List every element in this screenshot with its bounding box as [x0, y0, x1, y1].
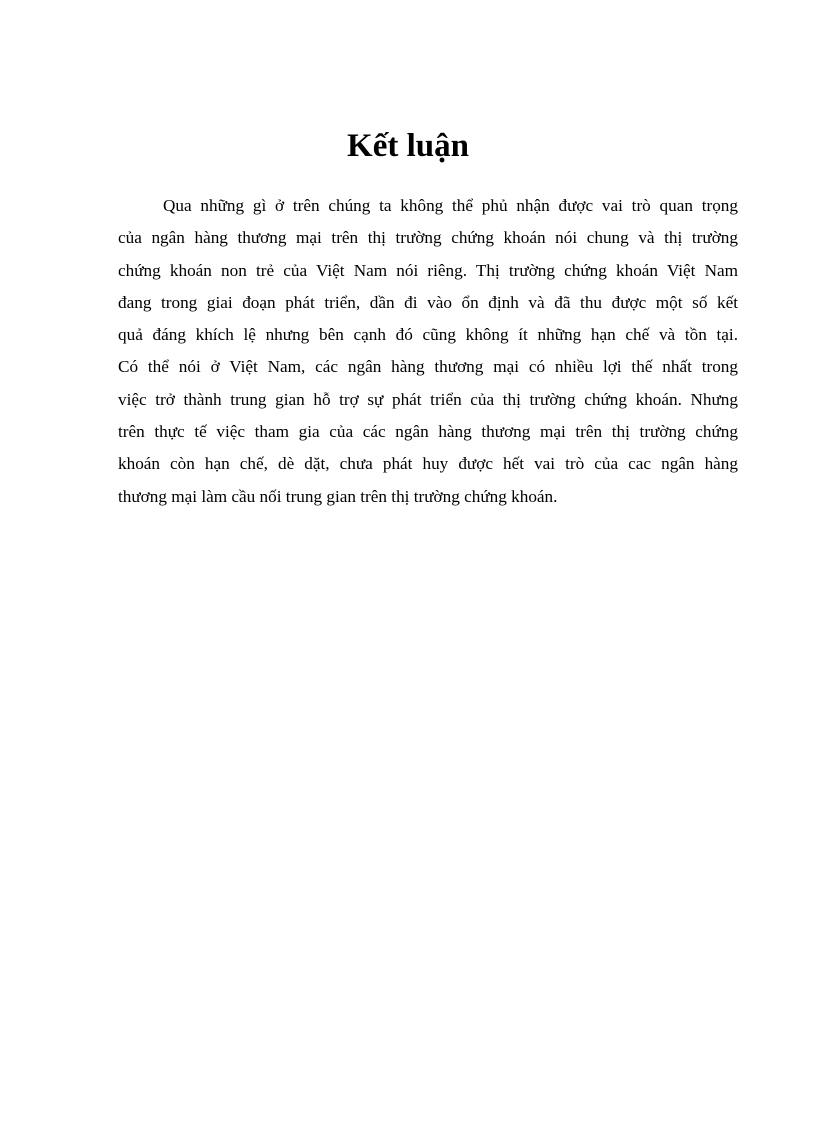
paragraph-line: trên thực tế việc tham gia của các ngân hàng thương mại trên thị trường chứng: [118, 422, 738, 442]
paragraph-line: quả đáng khích lệ nhưng bên cạnh đó cũng không ít những hạn chế và tồn tại.: [118, 325, 738, 345]
paragraph-line: đang trong giai đoạn phát triển, dần đi vào ổn định và đã thu được một số kết: [118, 292, 738, 312]
page-title: Kết luận: [347, 128, 469, 164]
paragraph-line: chứng khoán non trẻ của Việt Nam nói riêng. Thị trường chứng khoán Việt Nam: [118, 260, 738, 280]
conclusion-paragraph: [118, 190, 738, 513]
paragraph-line: thương mại làm cầu nối trung gian trên thị trường chứng khoán.: [118, 486, 558, 506]
paragraph-line: của ngân hàng thương mại trên thị trường chứng khoán nói chung và thị trường: [118, 228, 738, 248]
paragraph-line: Có thể nói ở Việt Nam, các ngân hàng thương mại có nhiều lợi thế nhất trong: [118, 357, 738, 377]
paragraph-line: khoán còn hạn chế, dè dặt, chưa phát huy được hết vai trò của cac ngân hàng: [118, 454, 738, 474]
paragraph-line: việc trở thành trung gian hỗ trợ sự phát triển của thị trường chứng khoán. Nhưng: [118, 389, 738, 409]
paragraph-line: Qua những gì ở trên chúng ta không thể phủ nhận được vai trò quan trọng: [163, 196, 738, 215]
